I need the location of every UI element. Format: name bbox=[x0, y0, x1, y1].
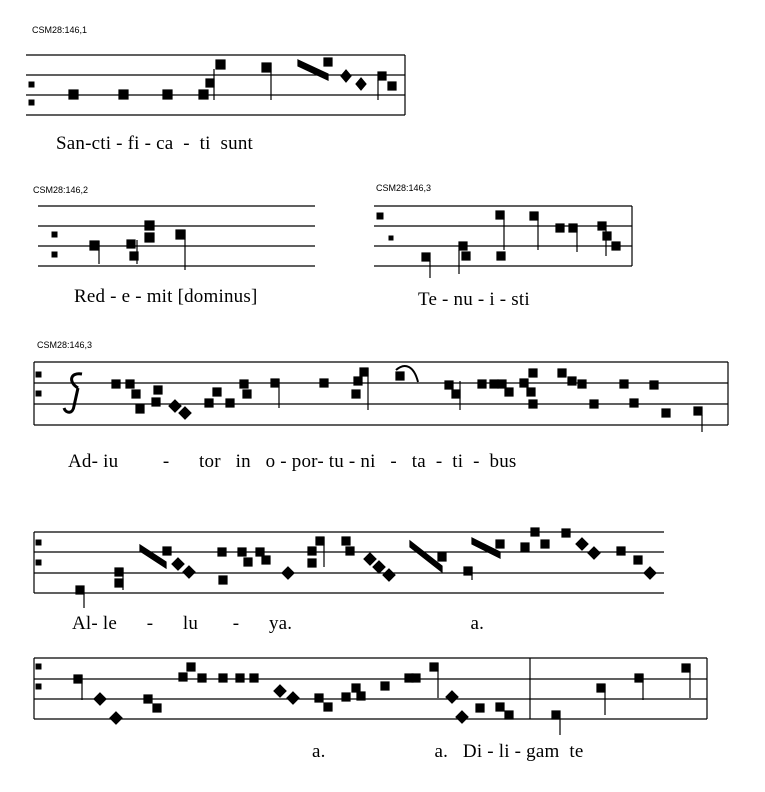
excerpt-ref-1: CSM28:146,1 bbox=[32, 25, 88, 35]
clef-2 bbox=[52, 232, 57, 257]
clef-4 bbox=[36, 372, 41, 396]
excerpt-ref-4: CSM28:146,3 bbox=[37, 340, 93, 350]
lyric-line-5: Al- le - lu - ya. a. bbox=[72, 613, 485, 634]
clef-6 bbox=[36, 664, 41, 689]
staff-6 bbox=[34, 658, 707, 719]
lyric-line-1: San-cti - fi - ca - ti sunt bbox=[56, 133, 254, 154]
lyric-line-6: a. a. Di - li - gam te bbox=[312, 741, 584, 762]
lyric-line-3: Te - nu - i - sti bbox=[418, 289, 530, 310]
neumes-staff-4 bbox=[64, 366, 702, 432]
lyric-line-4: Ad- iu - tor in o - por- tu - ni - ta - ti - bus bbox=[68, 451, 517, 472]
neumes-staff-3 bbox=[422, 211, 620, 278]
neumes-staff-1 bbox=[69, 58, 396, 100]
clef-1 bbox=[29, 82, 34, 105]
lyric-line-2: Red - e - mit [dominus] bbox=[74, 286, 258, 307]
excerpt-ref-3: CSM28:146,3 bbox=[376, 183, 432, 193]
excerpt-ref-2: CSM28:146,2 bbox=[33, 185, 89, 195]
neumes-staff-5 bbox=[76, 528, 656, 608]
